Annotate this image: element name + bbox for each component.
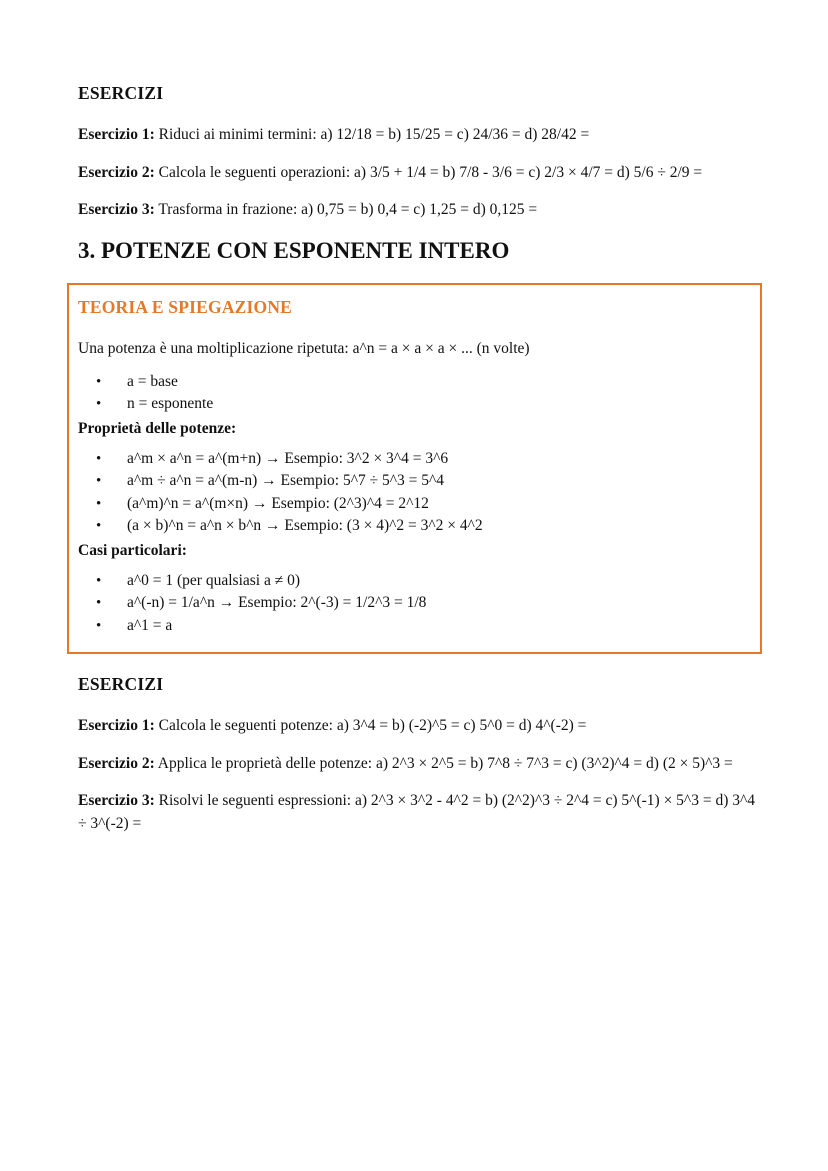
exercise-text: Applica le proprietà delle potenze: a) 2^3 × 2^5 = b) 7^8 ÷ 7^3 = c) (3^2)^4 = d) (2 × 5)^3 =	[154, 754, 733, 772]
properties-list	[78, 448, 746, 538]
list-item: • a^0 = 1 (per qualsiasi a ≠ 0)	[96, 570, 746, 593]
exercise-label: Esercizio 2:	[78, 163, 155, 181]
esercizi-heading-powers: ESERCIZI	[78, 674, 164, 694]
exercise-text: Calcola le seguenti operazioni: a) 3/5 + 1/4 = b) 7/8 - 3/6 = c) 2/3 × 4/7 = d) 5/6 ÷ 2/9 =	[154, 163, 703, 181]
exercise-fractions-3	[78, 199, 766, 222]
list-item: • a^m ÷ a^n = a^(m-n) → Esempio: 5^7 ÷ 5^3 = 5^4	[96, 470, 746, 493]
exercise-label: Esercizio 1:	[78, 126, 155, 143]
list-item: • a^(-n) = 1/a^n → Esempio: 2^(-3) = 1/2^3 = 1/8	[96, 592, 746, 615]
exercise-powers-1	[78, 715, 766, 738]
list-item: • n = esponente	[96, 393, 746, 416]
list-item: • a^1 = a	[96, 615, 746, 638]
theory-box-title: TEORIA E SPIEGAZIONE	[78, 296, 293, 317]
list-item: • (a × b)^n = a^n × b^n → Esempio: (3 × 4)^2 = 3^2 × 4^2	[96, 515, 746, 538]
theory-box	[67, 283, 762, 655]
exercise-text: Riduci ai minimi termini: a) 12/18 = b) 15/25 = c) 24/36 = d) 28/42 =	[154, 126, 590, 143]
chapter-title: 3. POTENZE CON ESPONENTE INTERO	[78, 237, 510, 263]
list-item: • a^m × a^n = a^(m+n) → Esempio: 3^2 × 3^4 = 3^6	[96, 448, 746, 471]
exercise-label: Esercizio 3:	[78, 201, 155, 218]
properties-heading: Proprietà delle potenze:	[78, 419, 237, 437]
exercise-text: Trasforma in frazione: a) 0,75 = b) 0,4 = c) 1,25 = d) 0,125 =	[154, 201, 538, 218]
exercise-powers-2	[78, 753, 766, 776]
section-powers-exercises	[78, 674, 766, 835]
exercise-powers-3	[78, 790, 766, 835]
exercise-label: Esercizio 2:	[78, 754, 155, 772]
section-fractions-exercises	[78, 83, 766, 222]
list-item: • a = base	[96, 371, 746, 394]
special-cases-heading: Casi particolari:	[78, 541, 187, 559]
exercise-label: Esercizio 3:	[78, 792, 155, 809]
special-cases-list	[78, 570, 746, 638]
esercizi-heading-fractions: ESERCIZI	[78, 83, 164, 103]
list-item: • (a^m)^n = a^(m×n) → Esempio: (2^3)^4 = 2^12	[96, 493, 746, 516]
definitions-list	[78, 371, 746, 416]
theory-intro: Una potenza è una moltiplicazione ripetuta: a^n = a × a × a × ... (n volte)	[78, 339, 530, 357]
exercise-text: Calcola le seguenti potenze: a) 3^4 = b) (-2)^5 = c) 5^0 = d) 4^(-2) =	[154, 717, 587, 734]
exercise-fractions-1	[78, 124, 766, 147]
exercise-text: Risolvi le seguenti espressioni: a) 2^3 × 3^2 - 4^2 = b) (2^2)^3 ÷ 2^4 = c) 5^(-1) × 5^3 = d) 3^4 ÷ 3^(-2) =	[78, 792, 756, 832]
exercise-label: Esercizio 1:	[78, 717, 155, 734]
exercise-fractions-2	[78, 162, 766, 185]
page-content	[78, 83, 766, 835]
